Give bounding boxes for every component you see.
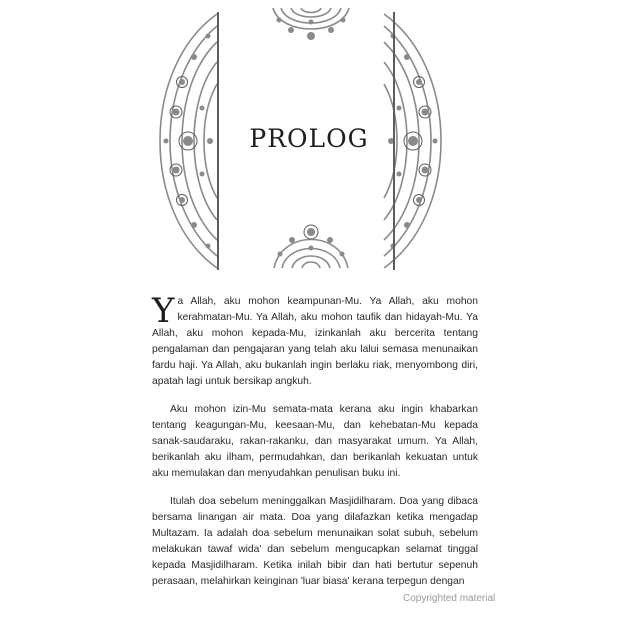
drop-cap: Y xyxy=(152,291,175,331)
paragraph-1 xyxy=(152,291,478,390)
bottom-mandala-ornament-icon xyxy=(272,222,350,270)
paragraph-3: Itulah doa sebelum meninggalkan Masjidilharam. Doa yang dibaca bersama linangan air mata. Doa yang dilafazkan ketika mengadap Multazam. Ia adalah doa sebelum menunaikan solat subuh, sebelum melakukan tawaf wida' dan sebelum mengucapkan selamat tinggal kepada Masjidilharam. Ketika inilah bibir dan hati bertutur sepenuh perasaan, melahirkan keinginan 'luar biasa' kerana terpegun dengan xyxy=(152,496,478,587)
copyright-notice: Copyrighted material xyxy=(403,593,496,604)
right-vertical-rule xyxy=(393,12,395,270)
left-mandala-ornament-icon xyxy=(158,12,218,270)
top-mandala-ornament-icon xyxy=(271,6,351,44)
chapter-title: PROLOG xyxy=(249,124,369,153)
left-vertical-rule xyxy=(217,12,219,270)
body-text xyxy=(152,291,478,602)
paragraph-2: Aku mohon izin-Mu semata-mata kerana aku ingin khabarkan tentang keagungan-Mu, keesaan-Mu, dan kehebatan-Mu kepada sanak-saudaraku, rakan-rakanku, dan masyarakat umum. Ya Allah, berikanlah aku ilham, permudahkan, dan berikanlah kekuatan untuk aku memulakan dan menyudahkan penulisan buku ini. xyxy=(152,404,478,479)
paragraph-1-text: a Allah, aku mohon keampunan-Mu. Ya Allah, aku mohon kerahmatan-Mu. Ya Allah, aku mohon taufik dan hidayah-Mu. Ya Allah, aku mohon kepada-Mu, izinkanlah aku bercerita tentang pengalaman dan pengajaran yang telah aku lalui semasa menunaikan fardu haji. Ya Allah, aku bukanlah ingin berlaku riak, menyombong diri, apatah lagi untuk bersikap angkuh. xyxy=(152,296,478,387)
